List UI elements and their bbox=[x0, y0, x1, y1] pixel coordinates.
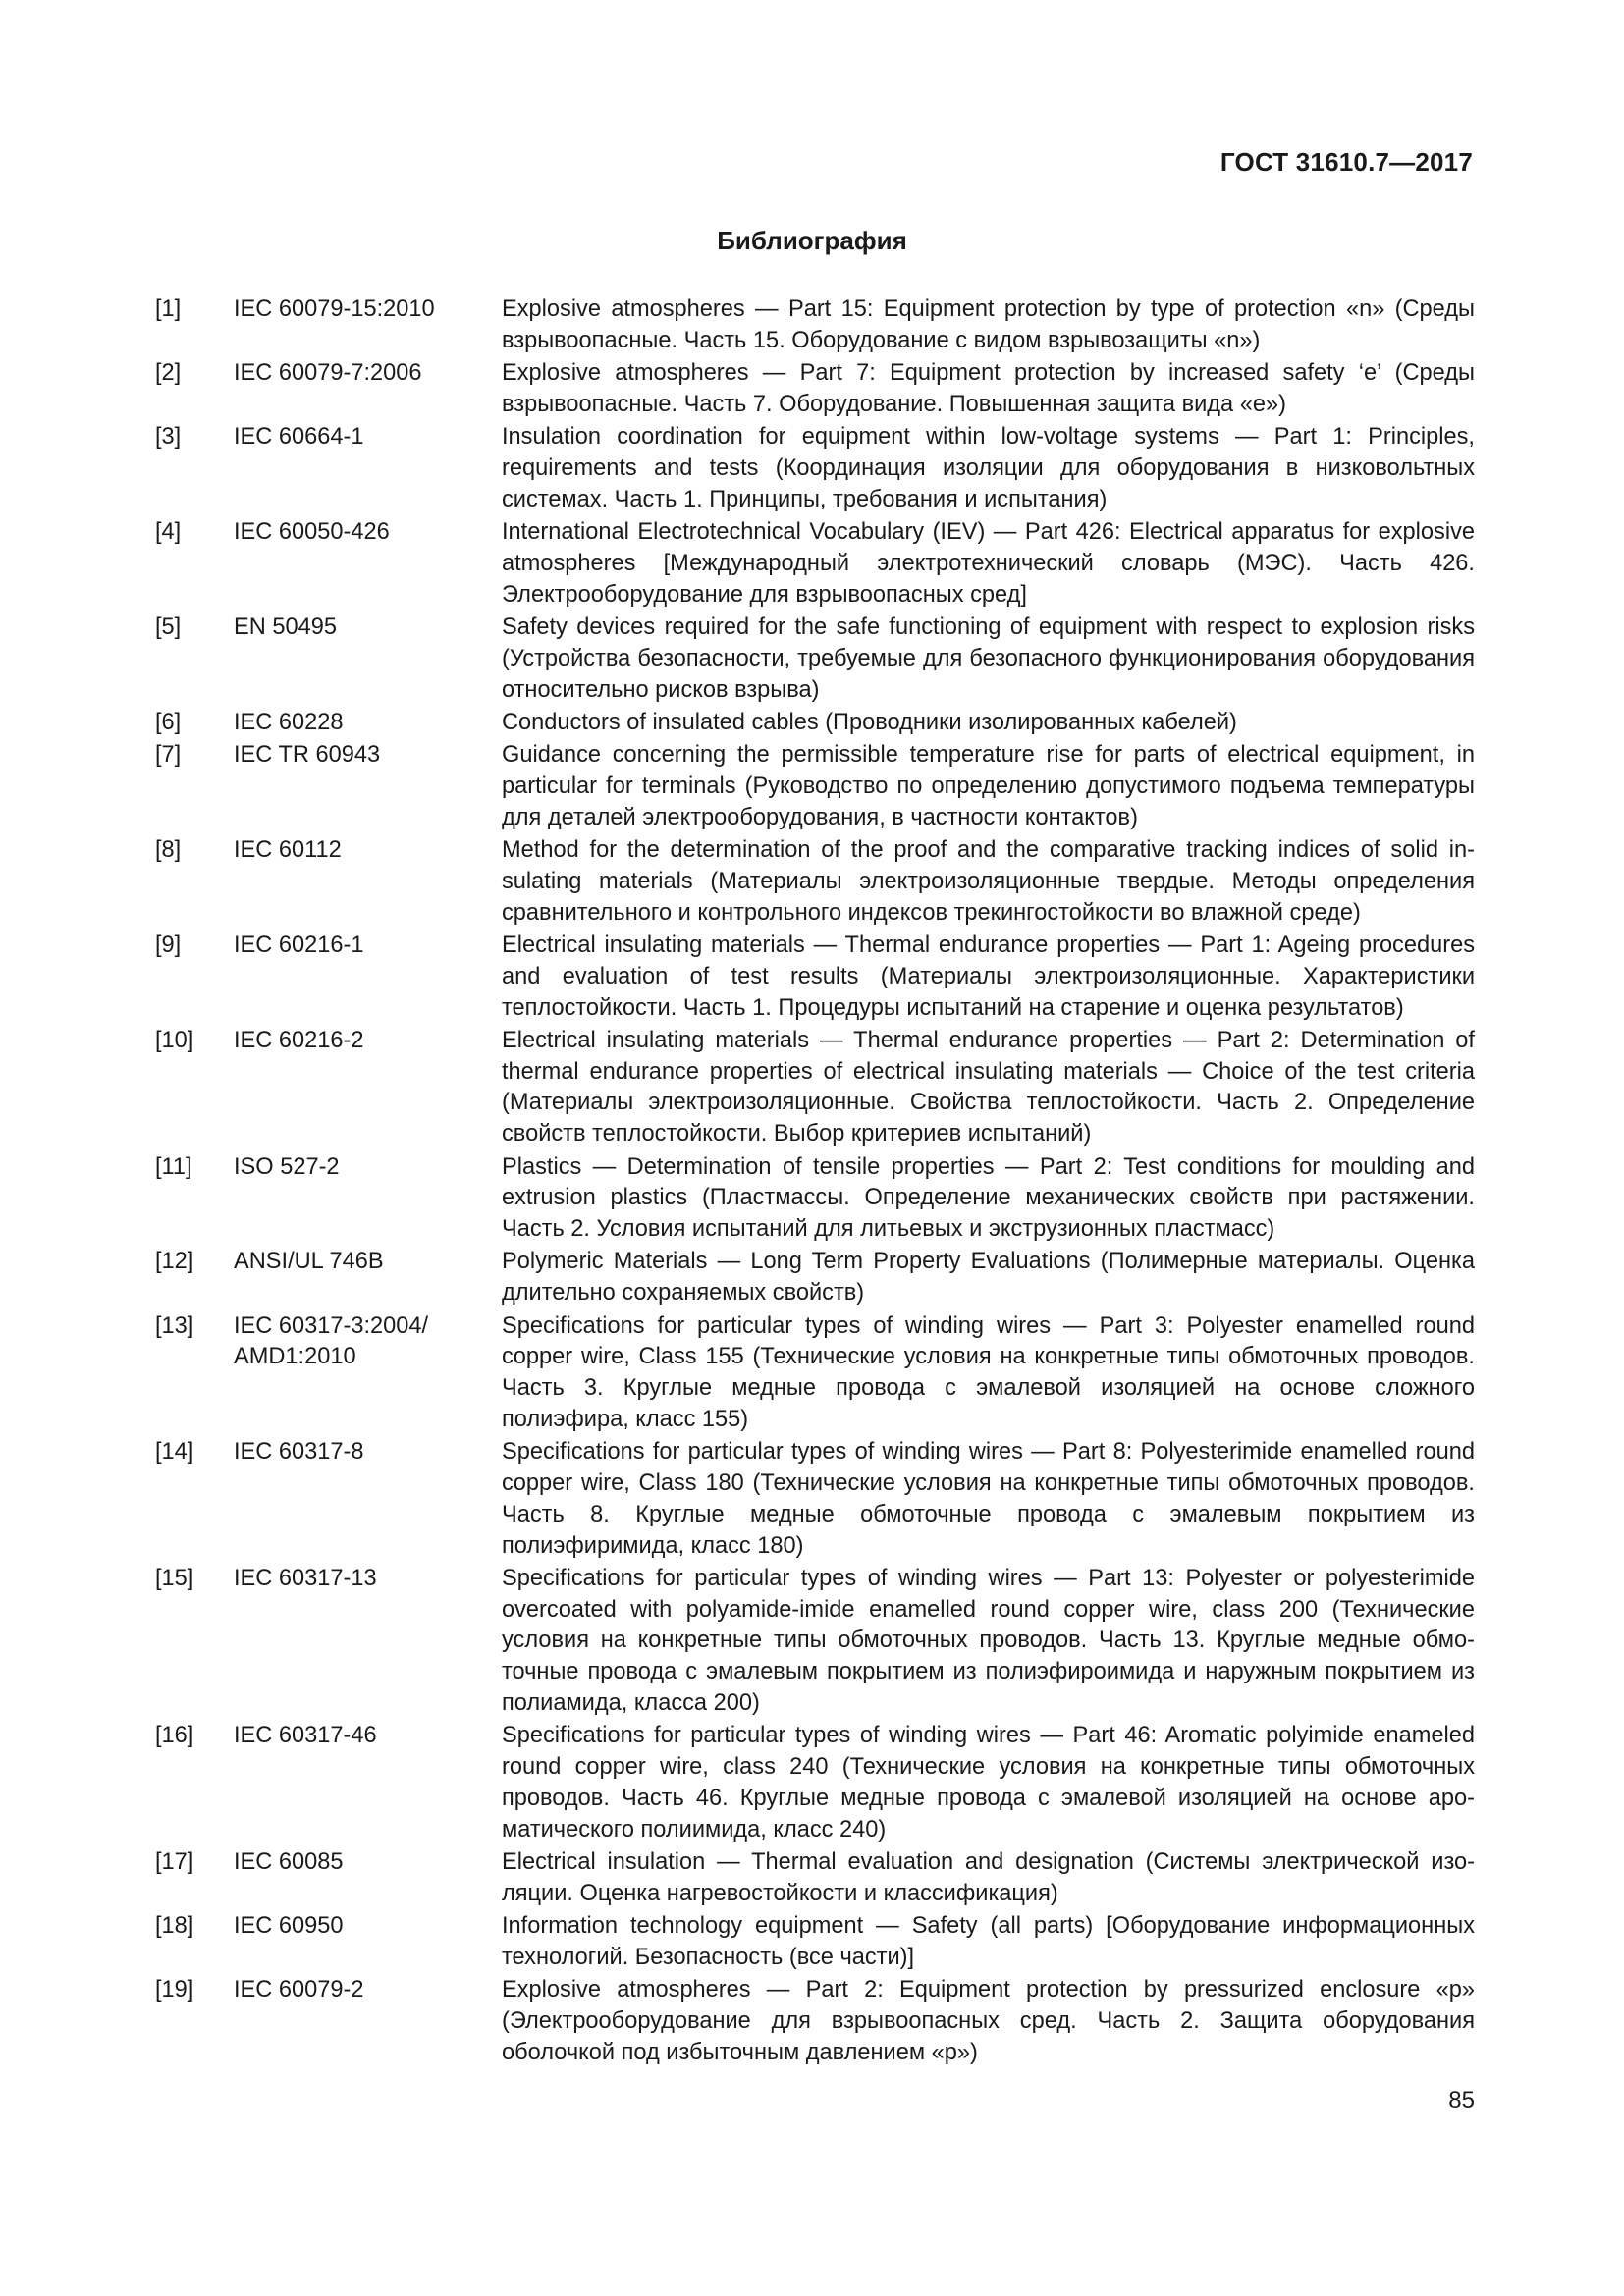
entry-description: Electrical insulation — Thermal evaluation and designation (Системы электрической изоляции. Оценка нагревостойкости и классификация) bbox=[502, 1849, 1475, 1906]
document-code: ГОСТ 31610.7—2017 bbox=[1219, 147, 1473, 177]
entry-number: [18] bbox=[155, 1913, 194, 1940]
entry-standard-code: IEC 60079-15:2010 bbox=[234, 296, 435, 322]
entry-number: [13] bbox=[155, 1312, 194, 1339]
bibliography-entry bbox=[155, 1975, 1475, 2068]
entry-standard-code: IEC 60079-2 bbox=[234, 1977, 364, 2003]
entry-description: Electrical insulating materials — Thermal endurance properties — Part 1: Ageing procedures and evaluation of test results (Материалы электроизоляционные. Характеристики теплостойкости. Часть 1. Процедуры испытаний на старение и оценка результатов) bbox=[502, 932, 1475, 1021]
entry-standard-code: IEC 60317-3:2004/ AMD1:2010 bbox=[234, 1312, 429, 1370]
entry-number: [3] bbox=[155, 424, 182, 451]
bibliography-entry bbox=[155, 1026, 1475, 1150]
entry-description: Electrical insulating materials — Thermal endurance properties — Part 2: Determination of thermal endurance properties of electrical insulating materials — Choice of the test criteria (Материалы электроизоляционные. Свойства теплостойкости. Часть 2. Определение свойств теплостойкости. Выбор критериев испытаний) bbox=[502, 1027, 1475, 1148]
entry-number: [17] bbox=[155, 1849, 194, 1876]
entry-description: Specifications for particular types of winding wires — Part 46: Aromatic polyimide enameled round copper wire, class 240 (Технические условия на конкретные типы обмоточных проводов. Часть 46. Круглые медные провода с эмалевой изоляцией на основе ароматического полиимида, класс 240) bbox=[502, 1723, 1475, 1842]
bibliography-entry bbox=[155, 1311, 1475, 1436]
entry-standard-code: IEC 60079-7:2006 bbox=[234, 360, 422, 387]
bibliography-entry bbox=[155, 1152, 1475, 1246]
entry-number: [19] bbox=[155, 1977, 194, 2003]
entry-standard-code: IEC TR 60943 bbox=[234, 742, 381, 769]
bibliography-entry bbox=[155, 613, 1475, 706]
entry-description: Conductors of insulated cables (Проводники изолированных кабелей) bbox=[502, 709, 1237, 735]
entry-standard-code: IEC 60317-13 bbox=[234, 1565, 377, 1591]
entry-number: [4] bbox=[155, 519, 182, 546]
entry-number: [14] bbox=[155, 1439, 194, 1466]
entry-description: Explosive atmospheres — Part 15: Equipment protection by type of protection «n» (Среды взрывоопасные. Часть 15. Оборудование с видом взрывозащиты «n») bbox=[502, 296, 1475, 353]
entry-description: Explosive atmospheres — Part 2: Equipment protection by pressurized enclosure «p» (Электрооборудование для взрывоопасных сред. Часть 2. Защита оборудования оболочкой под избыточным давлением «р») bbox=[502, 1977, 1475, 2065]
bibliography-entry bbox=[155, 740, 1475, 833]
entry-description: Explosive atmospheres — Part 7: Equipment protection by increased safety ‘e’ (Среды взрывоопасные. Часть 7. Оборудование. Повышенная защита вида «е») bbox=[502, 360, 1475, 417]
entry-description: Specifications for particular types of winding wires — Part 8: Polyesterimide enamelled round copper wire, Class 180 (Технические условия на конкретные типы обмоточных проводов. Часть 8. Круглые медные обмоточные провода с эмалевым покрытием из полиэфиримида, класс 180) bbox=[502, 1439, 1475, 1559]
entry-description: Specifications for particular types of winding wires — Part 3: Polyester enamelled round copper wire, Class 155 (Технические условия на конкретные типы обмоточных проводов. Часть 3. Круглые медные провода с эмалевой изоляцией на основе сложного полиэфира, класс 155) bbox=[502, 1312, 1475, 1432]
bibliography-entry bbox=[155, 294, 1475, 357]
entry-description: Insulation coordination for equipment within low-voltage systems — Part 1: Principles, requirements and tests (Координация изоляции для оборудования в низковольтных системах. Часть 1. Принципы, требования и испытания) bbox=[502, 424, 1475, 512]
entry-standard-code: IEC 60216-2 bbox=[234, 1027, 364, 1053]
bibliography-entry bbox=[155, 931, 1475, 1024]
entry-number: [10] bbox=[155, 1027, 194, 1053]
entry-standard-code: IEC 60050-426 bbox=[234, 519, 390, 546]
entry-standard-code: IEC 60317-46 bbox=[234, 1723, 377, 1749]
entry-standard-code: IEC 60950 bbox=[234, 1913, 344, 1940]
entry-description: Guidance concerning the permissible temperature rise for parts of electrical equipment, in particular for terminals (Руководство по определению допустимого подъема температуры для деталей электрооборудования, в частности контактов) bbox=[502, 742, 1475, 830]
entry-number: [9] bbox=[155, 932, 182, 958]
entry-standard-code: ANSI/UL 746B bbox=[234, 1249, 384, 1275]
bibliography-entry bbox=[155, 835, 1475, 929]
entry-number: [11] bbox=[155, 1153, 192, 1180]
entry-number: [6] bbox=[155, 709, 182, 735]
bibliography-entry bbox=[155, 1721, 1475, 1845]
entry-description: Polymeric Materials — Long Term Property Evaluations (Полимерные материалы. Оценка длительно сохраняемых свойств) bbox=[502, 1249, 1475, 1307]
bibliography-entry bbox=[155, 1911, 1475, 1974]
page-number: 85 bbox=[1448, 2087, 1475, 2113]
entry-description: International Electrotechnical Vocabulary (IEV) — Part 426: Electrical apparatus for explosive atmospheres [Международный электротехнический словарь (МЭС). Часть 426. Электрооборудование для взрывоопасных сред] bbox=[502, 519, 1475, 608]
entry-description: Specifications for particular types of winding wires — Part 13: Polyester or polyesterimide overcoated with polyamide-imide enamelled round copper wire, class 200 (Технические условия на конкретные типы обмоточных проводов. Часть 13. Круглые медные обмоточные провода с эмалевым покрытием из полиэфироимида и наружным покрытием из полиамида, класса 200) bbox=[502, 1565, 1475, 1717]
bibliography-entry bbox=[155, 1247, 1475, 1309]
entry-standard-code: IEC 60228 bbox=[234, 709, 344, 735]
entry-number: [2] bbox=[155, 360, 182, 387]
entry-standard-code: IEC 60664-1 bbox=[234, 424, 364, 451]
bibliography-entry bbox=[155, 1437, 1475, 1562]
entry-standard-code: IEC 60085 bbox=[234, 1849, 344, 1876]
entry-number: [16] bbox=[155, 1723, 194, 1749]
entry-standard-code: IEC 60112 bbox=[234, 837, 342, 864]
entry-standard-code: IEC 60317-8 bbox=[234, 1439, 364, 1466]
bibliography-list bbox=[155, 294, 1475, 2070]
entry-description: Safety devices required for the safe functioning of equipment with respect to explosion risks (Устройства безопасности, требуемые для безопасного функционирования оборудования относительно рисков взрыва) bbox=[502, 614, 1475, 703]
entry-standard-code: EN 50495 bbox=[234, 614, 337, 640]
entry-standard-code: IEC 60216-1 bbox=[234, 932, 364, 958]
entry-number: [5] bbox=[155, 614, 182, 640]
entry-number: [1] bbox=[155, 296, 182, 322]
bibliography-entry bbox=[155, 1847, 1475, 1910]
entry-number: [12] bbox=[155, 1249, 194, 1275]
bibliography-entry bbox=[155, 1564, 1475, 1720]
entry-description: Information technology equipment — Safety (all parts) [Оборудование информационных технологий. Безопасность (все части)] bbox=[502, 1913, 1475, 1970]
page-title: Библиография bbox=[717, 226, 907, 255]
bibliography-entry bbox=[155, 358, 1475, 421]
bibliography-entry bbox=[155, 422, 1475, 515]
entry-standard-code: ISO 527-2 bbox=[234, 1153, 340, 1180]
entry-description: Plastics — Determination of tensile properties — Part 2: Test conditions for moulding and extrusion plastics (Пластмассы. Определение механических свойств при растяжении. Часть 2. Условия испытаний для литьевых и экструзионных пластмасс) bbox=[502, 1153, 1475, 1243]
bibliography-entry bbox=[155, 708, 1475, 739]
entry-description: Method for the determination of the proof and the comparative tracking indices of solid insulating materials (Материалы электроизоляционные твердые. Методы определения сравнительного и контрольного индексов трекингостойкости во влажной среде) bbox=[502, 837, 1475, 926]
bibliography-entry bbox=[155, 517, 1475, 611]
entry-number: [15] bbox=[155, 1565, 194, 1591]
entry-number: [8] bbox=[155, 837, 182, 864]
entry-number: [7] bbox=[155, 742, 182, 769]
